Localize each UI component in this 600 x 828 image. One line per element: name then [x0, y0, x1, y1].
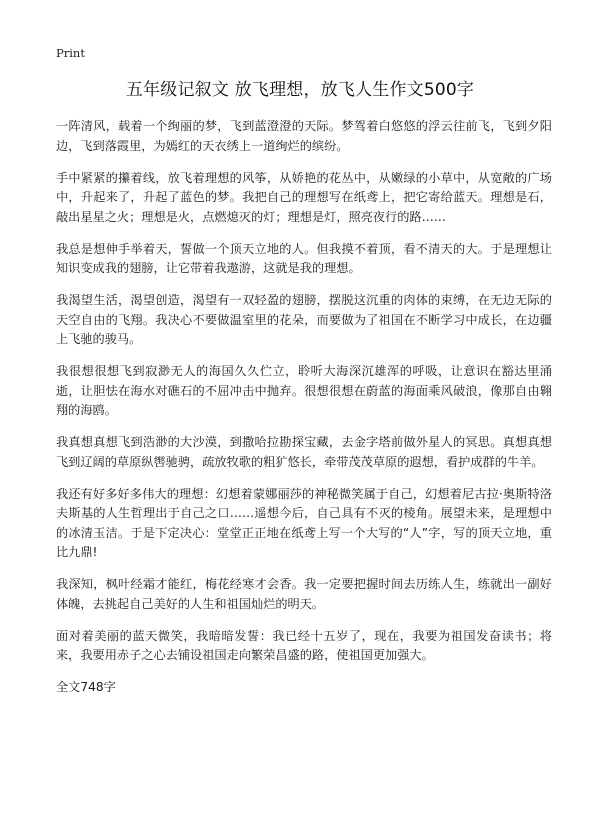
word-count: 全文748字 — [56, 680, 116, 694]
page-title: 五年级记叙文 放飞理想，放飞人生作文500字 — [125, 80, 475, 100]
paragraph-3: 我总是想伸手举着天，誓做一个顶天立地的人。但我摸不着顶，看不清天的大。于是理想让知识变成我的翅膀，让它带着我遨游，这就是我的理想。 — [56, 241, 552, 275]
paragraph-1: 一阵清风，载着一个绚丽的梦，飞到蓝澄澄的天际。梦驾着白悠悠的浮云往前飞，飞到夕阳边，飞到落霞里，为嫣红的天衣绣上一道绚烂的缤纷。 — [56, 119, 552, 153]
paragraph-7: 我还有好多好多伟大的理想：幻想着蒙娜丽莎的神秘微笑属于自己，幻想着尼古拉·奥斯特洛夫斯基的人生哲理出于自己之口……遥想今后，自己具有不灭的棱角。展望未来，是理想中的冰清玉洁。于是下定决心：堂堂正正地在纸鸢上写一个大写的“人”字，写的顶天立地，重比九鼎! — [56, 486, 552, 559]
paragraph-5: 我很想很想飞到寂渺无人的海国久久伫立，聆听大海深沉雄浑的呼吸，让意识在豁达里涌逝，让胆怯在海水对礁石的不屈冲击中抛弃。很想很想在蔚蓝的海面乘风破浪，像那自由翱翔的海鸥。 — [56, 364, 552, 417]
paragraph-9: 面对着美丽的蓝天微笑，我暗暗发誓：我已经十五岁了，现在，我要为祖国发奋读书；将来，我要用赤子之心去铺设祖国走向繁荣昌盛的路，使祖国更加强大。 — [56, 628, 552, 662]
article-body — [56, 117, 552, 697]
paragraph-6: 我真想真想飞到浩渺的大沙漠，到撒哈拉勘探宝藏，去金字塔前做外星人的冥思。真想真想飞到辽阔的草原纵辔驰骋，疏放牧歌的粗犷悠长，牵带茂茂草原的遐想，看护成群的牛羊。 — [56, 435, 552, 469]
paragraph-8: 我深知，枫叶经霜才能红，梅花经寒才会香。我一定要把握时间去历练人生，练就出一副好体魄，去挑起自己美好的人生和祖国灿烂的明天。 — [56, 577, 552, 611]
paragraph-4: 我渴望生活，渴望创造，渴望有一双轻盈的翅膀，摆脱这沉重的肉体的束缚，在无边无际的天空自由的飞翔。我决心不要做温室里的花朵，而要做为了祖国在不断学习中成长，在边疆上飞驰的骏马。 — [56, 293, 552, 346]
print-link[interactable]: Print — [56, 46, 85, 60]
paragraph-2: 手中紧紧的攥着线，放飞着理想的风筝，从娇艳的花丛中，从嫩绿的小草中，从宽敞的广场中，升起来了，升起了蓝色的梦。我把自己的理想写在纸鸢上，把它寄给蓝天。理想是石，敲出星星之火；理想是火，点燃熄灭的灯；理想是灯，照亮夜行的路…… — [56, 170, 552, 224]
